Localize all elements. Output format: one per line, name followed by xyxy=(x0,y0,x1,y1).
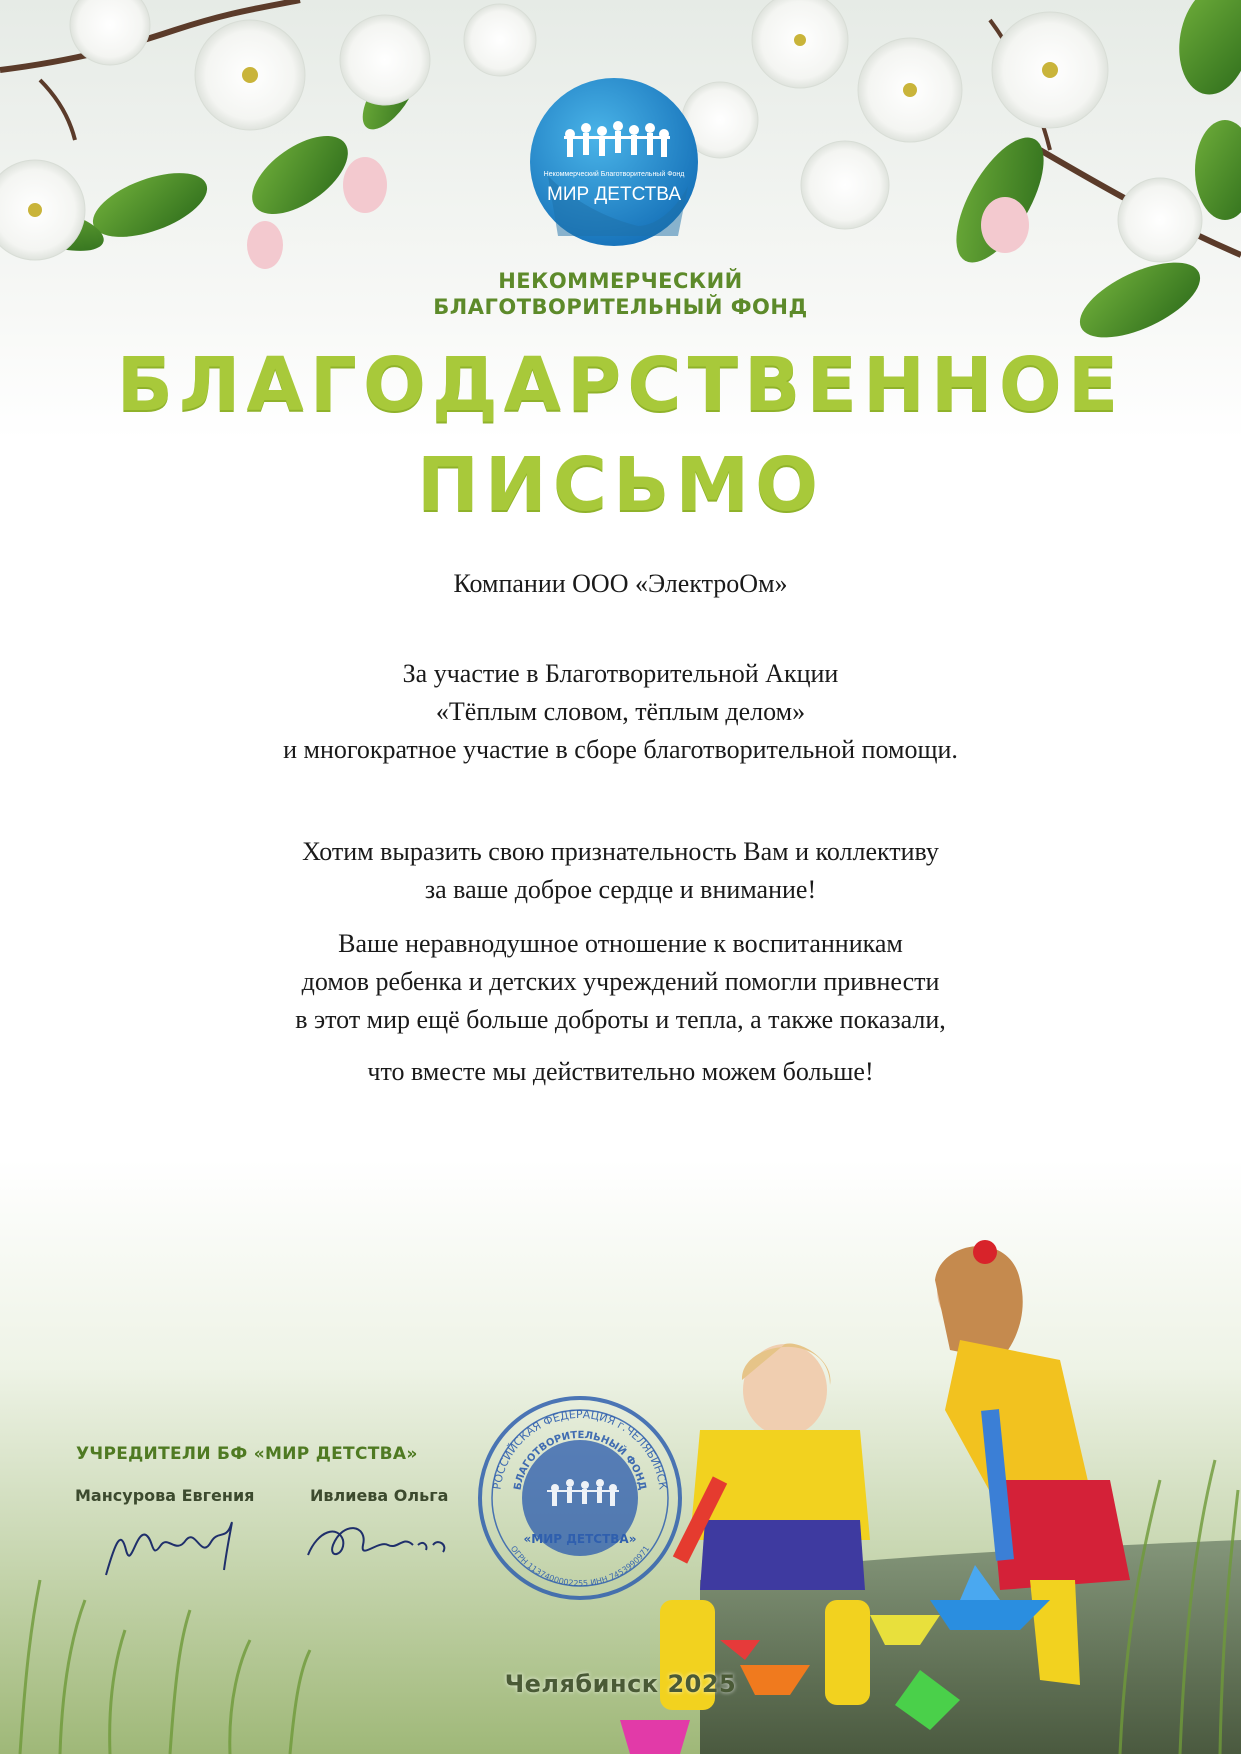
founders-title: УЧРЕДИТЕЛИ БФ «МИР ДЕТСТВА» xyxy=(76,1444,418,1464)
paragraph-participation xyxy=(0,655,1241,769)
signature-1 xyxy=(96,1500,256,1590)
founder-name-2: Ивлиева Ольга xyxy=(310,1486,449,1505)
text-line: Ваше неравнодушное отношение к воспитанникам xyxy=(338,929,903,958)
text-line: «Тёплым словом, тёплым делом» xyxy=(435,697,806,726)
text-line: и многократное участие в сборе благотворительной помощи. xyxy=(283,735,958,764)
paragraph-closing: что вместе мы действительно можем больше! xyxy=(367,1057,874,1086)
text-line: Хотим выразить свою признательность Вам и коллективу xyxy=(302,837,939,866)
org-type-line1: НЕКОММЕРЧЕСКИЙ xyxy=(498,269,743,293)
logo-main-text: МИР ДЕТСТВА xyxy=(547,184,681,205)
document-title-line1: БЛАГОДАРСТВЕННОЕ xyxy=(116,342,1125,428)
stamp-outer-text: РОССИЙСКАЯ ФЕДЕРАЦИЯ г.ЧЕЛЯБИНСК xyxy=(490,1407,670,1491)
org-type-label xyxy=(0,268,1241,320)
org-type-line2: БЛАГОТВОРИТЕЛЬНЫЙ ФОНД xyxy=(433,295,808,319)
stamp-ids-text: ОГРН 1137400002255 ИНН 7453990971 xyxy=(508,1544,652,1589)
logo-small-text: Некоммерческий Благотворительный Фонд xyxy=(543,171,685,178)
text-line: домов ребенка и детских учреждений помогли привнести xyxy=(301,967,940,996)
stamp-inner-text: БЛАГОТВОРИТЕЛЬНЫЙ ФОНД xyxy=(512,1429,648,1492)
text-line: в этот мир ещё больше доброты и тепла, а также показали, xyxy=(295,1005,946,1034)
founder-name-1: Мансурова Евгения xyxy=(75,1486,255,1505)
city-year: Челябинск 2025 xyxy=(504,1670,737,1698)
foundation-logo xyxy=(528,76,700,248)
recipient: Компании ООО «ЭлектроОм» xyxy=(453,569,788,598)
signature-2 xyxy=(298,1500,458,1580)
foundation-stamp xyxy=(475,1393,685,1603)
paragraph-attitude xyxy=(0,925,1241,1039)
document-title-line2: ПИСЬМО xyxy=(416,442,825,528)
text-line: за ваше доброе сердце и внимание! xyxy=(424,875,817,904)
paragraph-gratitude xyxy=(0,833,1241,909)
stamp-center-text: «МИР ДЕТСТВА» xyxy=(523,1532,637,1546)
text-line: За участие в Благотворительной Акции xyxy=(402,659,839,688)
